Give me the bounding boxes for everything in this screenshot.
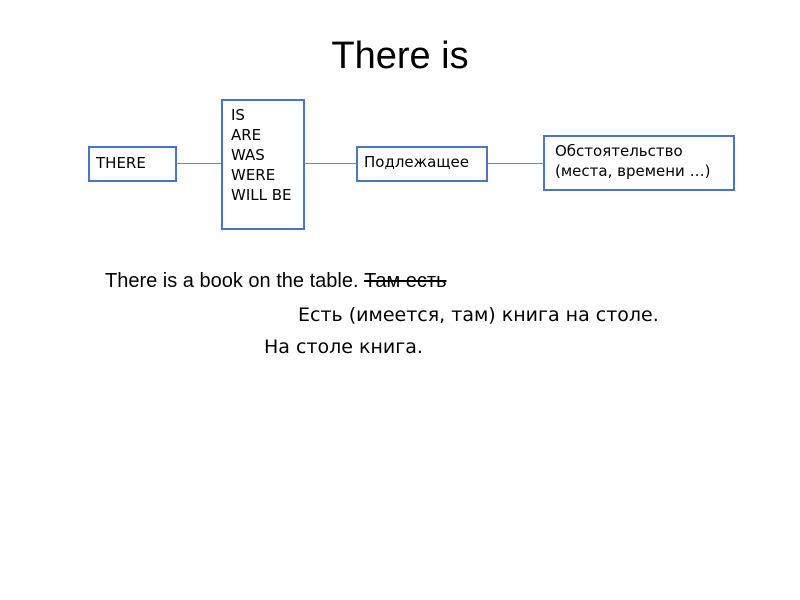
subject-box xyxy=(356,146,488,182)
verb-were: WERE xyxy=(231,166,276,184)
verb-will-be: WILL BE xyxy=(231,186,292,204)
slide-title: There is xyxy=(331,35,469,77)
english-example xyxy=(105,268,447,294)
russian-translation-1: Есть (имеется, там) книга на столе. xyxy=(298,304,659,326)
verb-are: ARE xyxy=(231,126,262,144)
connector-verbs-subject xyxy=(305,163,356,164)
there-box xyxy=(88,146,177,182)
struck-literal-translation: Там есть xyxy=(364,270,447,292)
adverbial-box xyxy=(543,135,735,191)
adverbial-box-label: Обстоятельство (места, времени …) xyxy=(555,142,711,180)
russian-translation-2: На столе книга. xyxy=(264,336,423,358)
connector-subject-adverbial xyxy=(488,163,543,164)
verbs-box xyxy=(221,99,305,230)
verb-was: WAS xyxy=(231,146,265,164)
connector-there-verbs xyxy=(177,163,221,164)
there-box-label: THERE xyxy=(96,154,146,172)
subject-box-label: Подлежащее xyxy=(364,153,469,171)
english-sentence: There is a book on the table. xyxy=(105,270,359,292)
verb-is: IS xyxy=(231,106,245,124)
